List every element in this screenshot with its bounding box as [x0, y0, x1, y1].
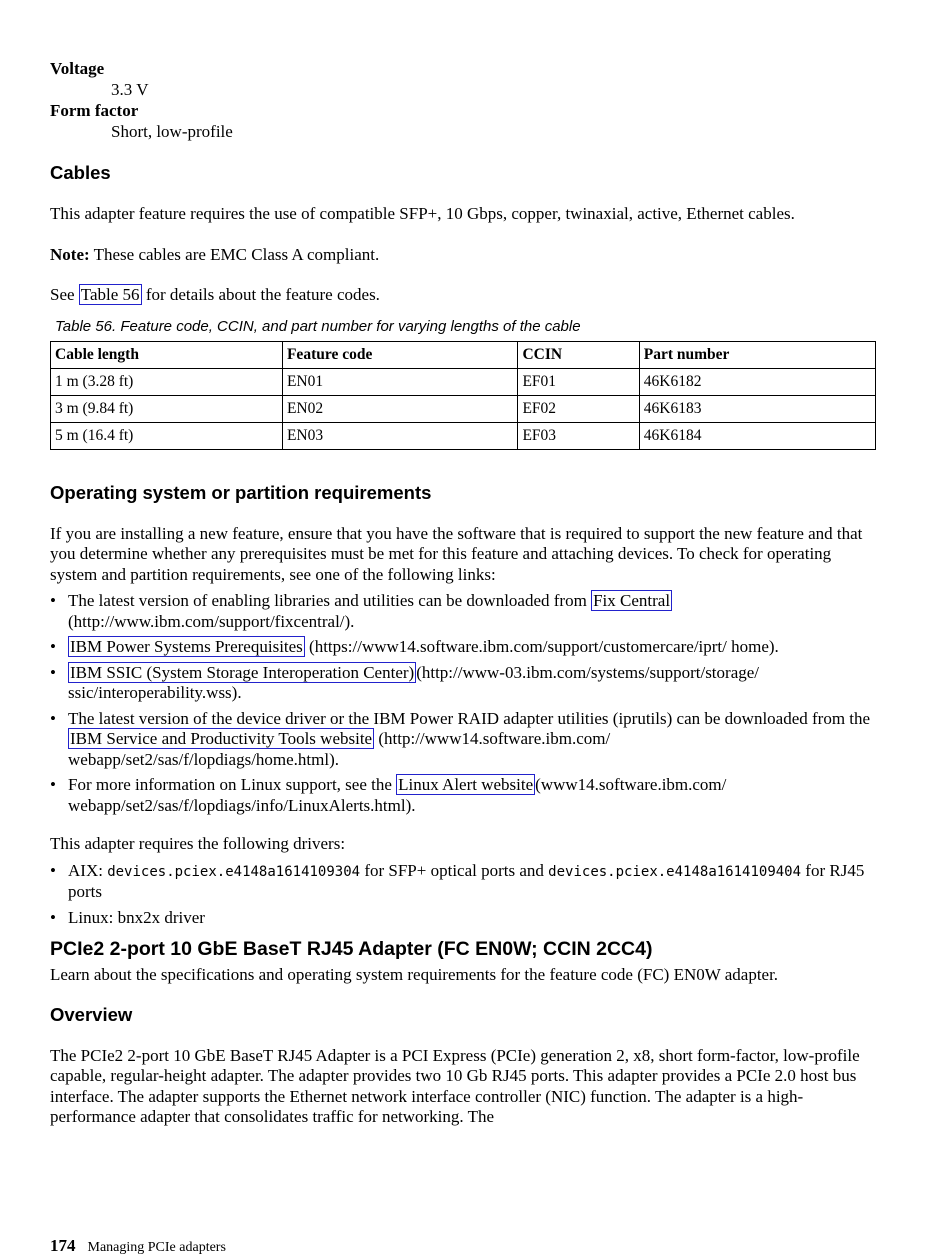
table-cell: EF03 — [518, 422, 639, 449]
page-footer — [50, 1236, 226, 1256]
table-header-cell: Part number — [639, 341, 875, 368]
item-text: For more information on Linux support, see the — [68, 775, 397, 794]
fix-central-link[interactable]: Fix Central — [593, 591, 671, 610]
item-url: (https://www14.software.ibm.com/support/customercare/iprt/ home). — [304, 637, 779, 656]
aix-driver-code: devices.pciex.e4148a1614109304 — [107, 863, 361, 880]
item-url: (http://www.ibm.com/support/fixcentral/). — [68, 611, 355, 631]
overview-paragraph: The PCIe2 2-port 10 GbE BaseT RJ45 Adapter is a PCI Express (PCIe) generation 2, x8, short form-factor, low-profile capable, regular-height adapter. The adapter provides two 10 Gb RJ45 ports. This adapter provides a PCIe 2.0 host bus interface. The adapter supports the Ethernet network interface controller (NIC) function. The adapter is a high-performance adapter that consolidates traffic for networking. The — [50, 1045, 860, 1126]
cables-paragraph: This adapter feature requires the use of compatible SFP+, 10 Gbps, copper, twinaxial, active, Ethernet cables. — [50, 204, 795, 223]
item-url: (http://www-03.ibm.com/systems/support/storage/ ssic/interoperability.wss). — [68, 662, 760, 702]
service-tools-link[interactable]: IBM Service and Productivity Tools website — [70, 729, 373, 748]
table-header-cell: Cable length — [51, 341, 283, 368]
table-cell: EN03 — [282, 422, 517, 449]
list-item — [50, 637, 880, 658]
cable-table — [50, 341, 876, 450]
table-cell: EN02 — [282, 395, 517, 422]
ibm-ssic-link[interactable]: IBM SSIC (System Storage Interoperation Center) — [70, 662, 415, 682]
see-table-line — [50, 285, 880, 306]
cables-heading: Cables — [50, 162, 111, 183]
table-cell: 5 m (16.4 ft) — [51, 422, 283, 449]
drivers-intro: This adapter requires the following drivers: — [50, 834, 346, 853]
see-suffix: for details about the feature codes. — [141, 285, 380, 304]
table-cell: EF01 — [518, 368, 639, 395]
page-number: 174 — [50, 1236, 76, 1255]
note-label: Note: — [50, 244, 90, 264]
table-row — [51, 395, 876, 422]
list-item — [50, 861, 880, 903]
table-cell: 46K6182 — [639, 368, 875, 395]
footer-title: Managing PCIe adapters — [87, 1240, 226, 1255]
page-content — [50, 58, 880, 1128]
os-link-list — [50, 591, 880, 816]
table-cell: 46K6184 — [639, 422, 875, 449]
list-item — [50, 663, 880, 704]
note-text: These cables are EMC Class A compliant. — [89, 244, 380, 264]
os-paragraph: If you are installing a new feature, ensure that you have the software that is required to support the new feature and that you determine whether any prerequisites must be met for this feature and attaching devices. To check for operating system and partition requirements, see one of the following links: — [50, 523, 863, 584]
drivers-list — [50, 861, 880, 929]
table-cell: 1 m (3.28 ft) — [51, 368, 283, 395]
cables-note — [50, 245, 880, 266]
item-text: The latest version of the device driver or the IBM Power RAID adapter utilities (iprutils) can be downloaded from the — [68, 708, 871, 728]
table-header-row — [51, 341, 876, 368]
list-item — [50, 709, 880, 771]
table-cell: EF02 — [518, 395, 639, 422]
table-56-link[interactable]: Table 56 — [80, 285, 140, 304]
voltage-value: 3.3 V — [111, 80, 149, 99]
table-row — [51, 368, 876, 395]
voltage-term: Voltage — [50, 59, 105, 78]
item-text: The latest version of enabling libraries and utilities can be downloaded from — [68, 591, 592, 610]
table-cell: EN01 — [282, 368, 517, 395]
table-caption: Table 56. Feature code, CCIN, and part number for varying lengths of the cable — [55, 317, 581, 335]
adapter-heading: PCIe2 2-port 10 GbE BaseT RJ45 Adapter (FC EN0W; CCIN 2CC4) — [50, 938, 653, 960]
list-item — [50, 591, 880, 632]
form-factor-value: Short, low-profile — [111, 122, 233, 141]
table-header-cell: Feature code — [282, 341, 517, 368]
list-item: • Linux: bnx2x driver — [50, 908, 880, 929]
overview-heading: Overview — [50, 1003, 133, 1025]
aix-driver-code: devices.pciex.e4148a1614109404 — [548, 863, 802, 880]
linux-alert-link[interactable]: Linux Alert website — [398, 775, 534, 794]
adapter-intro: Learn about the specifications and operating system requirements for the feature code (FC) EN0W adapter. — [50, 965, 779, 984]
table-row — [51, 422, 876, 449]
table-header-cell: CCIN — [518, 341, 639, 368]
see-prefix: See — [50, 285, 79, 304]
aix-label: AIX: — [68, 860, 108, 880]
item-url: (http://www14.software.ibm.com/ webapp/set2/sas/f/lopdiags/home.html). — [68, 729, 611, 769]
form-factor-term: Form factor — [50, 101, 139, 120]
item-url: (www14.software.ibm.com/ webapp/set2/sas/f/lopdiags/info/LinuxAlerts.html). — [68, 775, 727, 815]
aix-text: for SFP+ optical ports and — [360, 860, 549, 880]
power-prereq-link[interactable]: IBM Power Systems Prerequisites — [70, 637, 303, 656]
table-cell: 3 m (9.84 ft) — [51, 395, 283, 422]
table-cell: 46K6183 — [639, 395, 875, 422]
os-heading: Operating system or partition requirements — [50, 481, 432, 503]
aix-text: for RJ45 ports — [68, 860, 865, 901]
list-item — [50, 775, 880, 816]
